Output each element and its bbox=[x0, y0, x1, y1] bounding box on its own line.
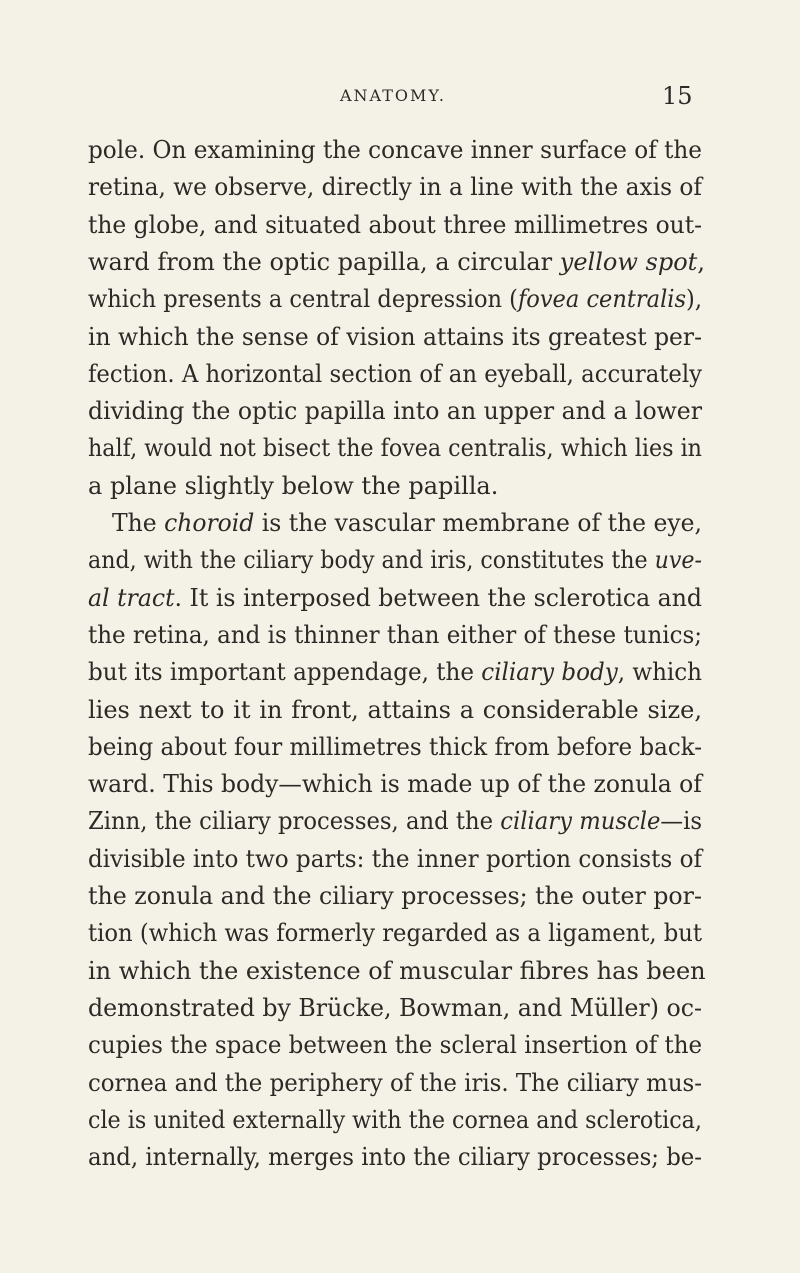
line-text: which presents a central depression ( bbox=[88, 285, 518, 314]
line-text: The bbox=[112, 509, 165, 537]
text-line bbox=[88, 283, 702, 315]
text-line bbox=[88, 992, 702, 1024]
page-number: 15 bbox=[662, 82, 693, 110]
italic-term: al tract bbox=[88, 583, 175, 612]
italic-term: fovea centralis bbox=[517, 285, 687, 314]
text-line bbox=[88, 358, 702, 390]
text-line bbox=[88, 619, 702, 651]
line-text: tion (which was formerly regarded as a ligament, but bbox=[88, 919, 702, 948]
line-text: ward from the optic papilla, a circular bbox=[88, 247, 560, 276]
text-line bbox=[88, 171, 702, 203]
line-text: cornea and the periphery of the iris. The ciliary mus- bbox=[88, 1068, 702, 1097]
text-line bbox=[88, 880, 702, 912]
line-text: in which the existence of muscular fibres has been bbox=[88, 956, 706, 985]
line-text: in which the sense of vision attains its greatest per- bbox=[88, 322, 702, 351]
text-line bbox=[88, 1141, 702, 1173]
text-line bbox=[88, 731, 702, 763]
text-line bbox=[88, 1104, 702, 1136]
italic-term: yellow spot bbox=[559, 247, 698, 276]
line-text: . It is interposed between the sclerotica and bbox=[174, 583, 703, 612]
text-line bbox=[88, 1029, 702, 1061]
text-line bbox=[88, 917, 702, 949]
line-text: the zonula and the ciliary processes; the outer por- bbox=[88, 882, 702, 910]
text-line bbox=[88, 1067, 702, 1099]
line-text: divisible into two parts: the inner portion consists of bbox=[88, 844, 702, 873]
line-text: the retina, and is thinner than either of these tunics; bbox=[88, 620, 702, 649]
line-text: but its important appendage, the bbox=[88, 658, 482, 687]
line-text: cupies the space between the scleral insertion of the bbox=[88, 1031, 702, 1060]
line-text: fection. A horizontal section of an eyeball, accurately bbox=[88, 359, 702, 388]
line-text: —is bbox=[660, 807, 702, 836]
text-line bbox=[88, 544, 702, 576]
line-text: pole. On examining the concave inner surface of the bbox=[88, 136, 702, 164]
line-text: , which bbox=[617, 658, 702, 687]
running-header: ANATOMY. bbox=[340, 86, 446, 105]
line-text: cle is united externally with the cornea and sclerotica, bbox=[88, 1105, 702, 1134]
line-text: dividing the optic papilla into an upper and a lower bbox=[88, 397, 702, 426]
italic-term: ciliary muscle bbox=[500, 807, 661, 836]
line-text: and, with the ciliary body and iris, constitutes the bbox=[88, 546, 655, 575]
text-line bbox=[88, 656, 702, 688]
line-text: being about four millimetres thick from before back- bbox=[88, 732, 702, 761]
text-line bbox=[88, 582, 702, 614]
text-line bbox=[88, 134, 702, 166]
text-line bbox=[112, 507, 702, 539]
text-line bbox=[88, 321, 702, 353]
line-text: ), bbox=[686, 285, 702, 314]
line-text: retina, we observe, directly in a line with the axis of bbox=[88, 173, 702, 202]
italic-term: uve- bbox=[654, 546, 702, 575]
line-text: is the vascular membrane of the eye, bbox=[254, 509, 703, 537]
text-line bbox=[88, 843, 702, 875]
text-line bbox=[88, 805, 702, 837]
text-line bbox=[88, 209, 702, 241]
line-text: ward. This body—which is made up of the zonula of bbox=[88, 770, 702, 799]
line-text: the globe, and situated about three millimetres out- bbox=[88, 210, 702, 239]
line-text: demonstrated by Brücke, Bowman, and Müller) oc- bbox=[88, 993, 702, 1022]
text-line bbox=[88, 432, 702, 464]
line-text: and, internally, merges into the ciliary processes; be- bbox=[88, 1143, 702, 1172]
text-line bbox=[88, 955, 706, 987]
text-line bbox=[88, 395, 702, 427]
line-text: Zinn, the ciliary processes, and the bbox=[88, 807, 501, 836]
text-line bbox=[88, 694, 702, 726]
text-line bbox=[88, 768, 702, 800]
line-text: a plane slightly below the papilla. bbox=[88, 471, 499, 500]
line-text: , bbox=[697, 247, 705, 276]
line-text: lies next to it in front, attains a considerable size, bbox=[88, 695, 702, 724]
italic-term: ciliary body bbox=[481, 658, 618, 687]
text-line bbox=[88, 470, 498, 502]
text-line bbox=[88, 246, 705, 278]
italic-term: choroid bbox=[164, 509, 255, 537]
line-text: half, would not bisect the fovea centralis, which lies in bbox=[88, 434, 702, 463]
